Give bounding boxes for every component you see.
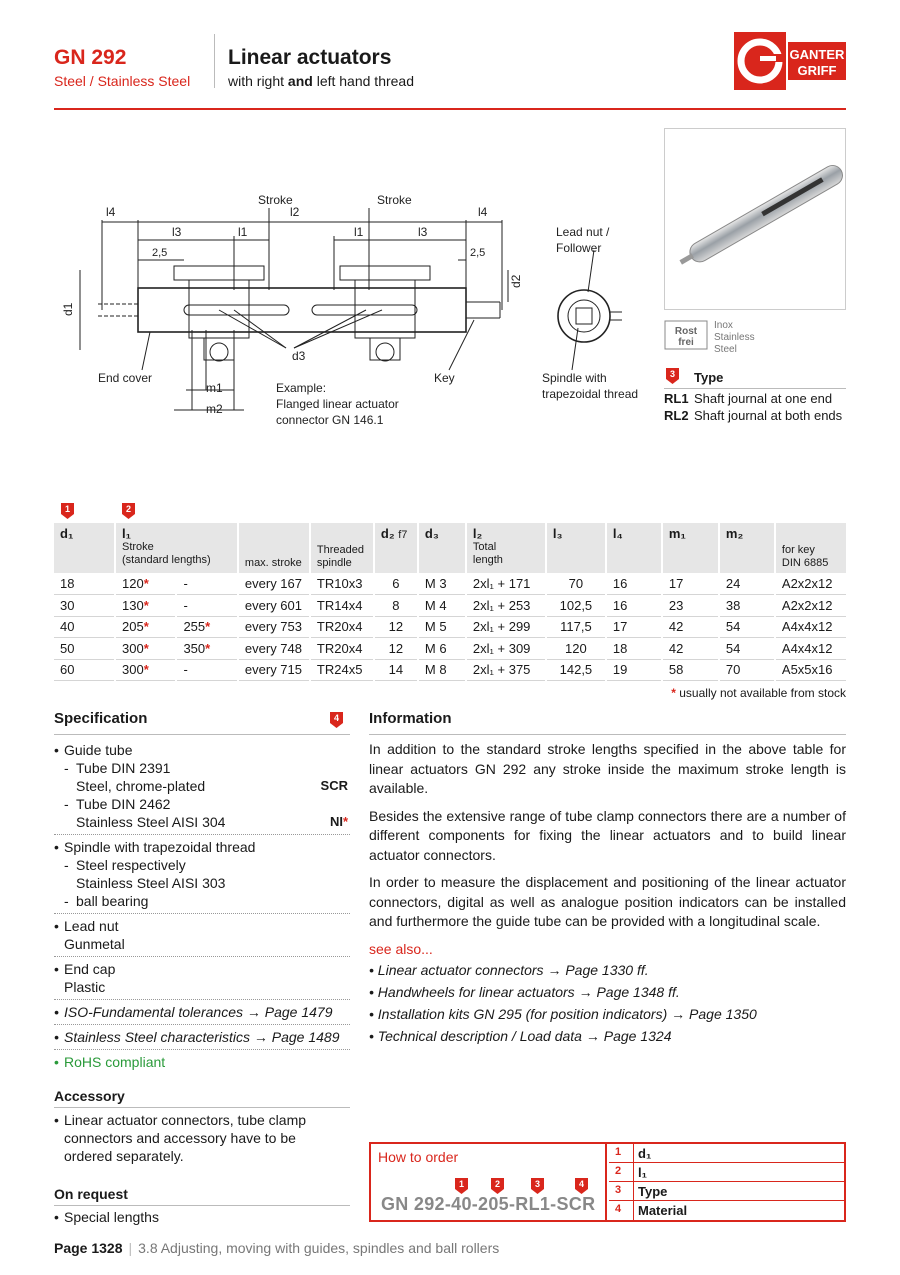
- spec-spindle: • Spindle with trapezoidal thread: [54, 838, 350, 856]
- cell-key: A5x5x16: [775, 659, 846, 681]
- svg-text:2,5: 2,5: [152, 247, 168, 259]
- header-rule: [54, 108, 846, 110]
- th-l4: l₄: [606, 523, 662, 573]
- cell-l1b: -: [176, 659, 237, 681]
- cell-d3: M 8: [418, 659, 466, 681]
- cell-key: A2x2x12: [775, 573, 846, 595]
- cell-l2: 2xl₁ + 299: [466, 616, 546, 638]
- type-rule: [664, 388, 846, 389]
- accessory-title: Accessory: [54, 1088, 125, 1104]
- cell-d2: 12: [374, 616, 418, 638]
- product-material: Steel / Stainless Steel: [54, 73, 191, 89]
- cell-l4: 17: [606, 616, 662, 638]
- svg-text:l3: l3: [172, 225, 182, 239]
- type-badge: 3: [666, 368, 679, 389]
- svg-text:Stroke: Stroke: [258, 193, 293, 207]
- cell-m1: 42: [662, 616, 719, 638]
- how-to-order-box: How to order 1 2 3 4 GN 292-40-205-RL1-SCR 1 d₁ 2 l₁ 3 Type 4 Material: [369, 1142, 846, 1222]
- th-l1: l₁ Stroke (standard lengths): [115, 523, 238, 573]
- specification-badge: 4: [330, 712, 343, 728]
- svg-text:Flanged linear actuator: Flanged linear actuator: [276, 397, 399, 411]
- cell-d3: M 3: [418, 573, 466, 595]
- type-row-rl2: RL2 Shaft journal at both ends: [664, 408, 843, 423]
- cell-l3: 102,5: [546, 595, 606, 617]
- cell-spindle: TR14x4: [310, 595, 374, 617]
- cell-l4: 19: [606, 659, 662, 681]
- on-request-rule: [54, 1205, 350, 1206]
- table-row: [54, 573, 846, 595]
- dimensions-table: [54, 523, 846, 681]
- cell-d1: 60: [54, 659, 115, 681]
- cell-m1: 42: [662, 638, 719, 660]
- type-heading: Type: [694, 370, 724, 385]
- accessory-text: • Linear actuator connectors, tube clamp connectors and accessory have to be ordered separately.: [54, 1111, 334, 1165]
- table-header-row: [54, 523, 846, 573]
- order-row-4: 4 Material: [615, 1203, 688, 1218]
- spec-rohs: • RoHS compliant: [54, 1053, 350, 1071]
- cell-m1: 58: [662, 659, 719, 681]
- page-footer: Page 1328 | 3.8 Adjusting, moving with guides, spindles and ball rollers: [54, 1240, 500, 1256]
- cell-l1a: 130*: [115, 595, 176, 617]
- see-also-link-4[interactable]: • Technical description / Load data → Page 1324: [369, 1028, 672, 1044]
- cell-spindle: TR20x4: [310, 638, 374, 660]
- spec-lead-nut: • Lead nut: [54, 917, 350, 935]
- cell-l2: 2xl₁ + 253: [466, 595, 546, 617]
- header-divider: [214, 34, 215, 88]
- information-body: In addition to the standard stroke lengths specified in the above table for linear actuators GN 292 any stroke inside the maximum stroke length is available. Besides the extensive range of tube clamp connectors there are a number of different components for fixing the linear actuators and to build linear actuator connectors. In order to measure the displacement and positioning of the linear actuator connectors, digital as well as analogue position indicators can be installed and furthermore the guide tube can be provided with a longitudinal scale. see also... • Linear actuator connectors → Page 1330 ff. • Handwheels for linear actuators → Page 1348 ff. • Installation kits GN 295 (for position indicators) → Page 1350 • Technical description / Load data → Page 1324: [369, 740, 846, 1047]
- th-threaded-spindle: Threaded spindle: [310, 523, 374, 573]
- cell-spindle: TR20x4: [310, 616, 374, 638]
- cell-spindle: TR10x3: [310, 573, 374, 595]
- svg-text:l1: l1: [354, 225, 364, 239]
- cell-l1b: 255*: [176, 616, 237, 638]
- product-photo: [664, 128, 846, 310]
- cell-l2: 2xl₁ + 309: [466, 638, 546, 660]
- cell-l4: 16: [606, 595, 662, 617]
- cell-m2: 24: [719, 573, 775, 595]
- cell-d1: 50: [54, 638, 115, 660]
- svg-text:d3: d3: [292, 349, 306, 363]
- information-title: Information: [369, 710, 452, 727]
- th-d3: d₃: [418, 523, 466, 573]
- spec-end-cap: • End cap: [54, 960, 350, 978]
- th-m1: m₁: [662, 523, 719, 573]
- th-l2: l₂ Total length: [466, 523, 546, 573]
- spec-guide-tube: • Guide tube: [54, 741, 350, 759]
- order-row-3: 3 Type: [609, 1182, 844, 1201]
- on-request-text: • Special lengths: [54, 1208, 334, 1226]
- see-also-title: see also...: [369, 940, 433, 957]
- svg-text:trapezoidal thread: trapezoidal thread: [542, 387, 639, 401]
- svg-text:GANTER: GANTER: [789, 47, 845, 62]
- cell-m2: 70: [719, 659, 775, 681]
- svg-text:l3: l3: [418, 225, 428, 239]
- svg-text:Stroke: Stroke: [377, 193, 412, 207]
- cell-max: every 748: [238, 638, 310, 660]
- cell-l4: 16: [606, 573, 662, 595]
- rostfrei-icon: [664, 318, 708, 350]
- cell-l1a: 300*: [115, 638, 176, 660]
- svg-text:Key: Key: [434, 371, 455, 385]
- product-code: GN 292: [54, 46, 127, 69]
- cell-l1a: 300*: [115, 659, 176, 681]
- cell-m2: 54: [719, 616, 775, 638]
- order-row-1: 1 d₁: [609, 1144, 844, 1163]
- cell-m2: 38: [719, 595, 775, 617]
- cell-d1: 40: [54, 616, 115, 638]
- specification-title: Specification: [54, 710, 148, 727]
- table-badges: 1 2: [54, 503, 846, 523]
- cell-d1: 30: [54, 595, 115, 617]
- cell-l3: 70: [546, 573, 606, 595]
- table-row: [54, 659, 846, 681]
- svg-text:End cover: End cover: [98, 371, 153, 385]
- accessory-rule: [54, 1107, 350, 1108]
- cell-l3: 117,5: [546, 616, 606, 638]
- th-m2: m₂: [719, 523, 775, 573]
- table-row: [54, 595, 846, 617]
- cell-l1b: 350*: [176, 638, 237, 660]
- specification-rule: [54, 734, 350, 735]
- see-also-link-3[interactable]: • Installation kits GN 295 (for position indicators) → Page 1350: [369, 1006, 757, 1022]
- table-row: [54, 616, 846, 638]
- how-to-order-title: How to order: [378, 1149, 459, 1165]
- cell-l2: 2xl₁ + 375: [466, 659, 546, 681]
- cell-key: A2x2x12: [775, 595, 846, 617]
- cell-max: every 601: [238, 595, 310, 617]
- svg-text:Rost: Rost: [674, 326, 698, 337]
- page-subtitle: with right and left hand thread: [228, 73, 414, 89]
- technical-drawing: [54, 180, 654, 440]
- cell-l1a: 205*: [115, 616, 176, 638]
- cell-d1: 18: [54, 573, 115, 595]
- cell-l1b: -: [176, 595, 237, 617]
- svg-text:m2: m2: [206, 402, 223, 416]
- ganter-logo: [734, 32, 846, 90]
- svg-text:Example:: Example:: [276, 381, 327, 395]
- order-row-2: 2 l₁: [609, 1163, 844, 1182]
- page-title: Linear actuators: [228, 46, 392, 69]
- svg-text:d2: d2: [509, 274, 523, 288]
- cell-m1: 17: [662, 573, 719, 595]
- svg-text:l1: l1: [238, 225, 248, 239]
- cell-d2: 8: [374, 595, 418, 617]
- specification-list: • Guide tube - Tube DIN 2391 Steel, chrome-plated SCR - Tube DIN 2462 Stainless Steel AISI 304 NI* • Spindle with trapezoidal thread - Steel respectively Stainless Steel AISI 303 - ball bearing • Lead nut Gunmetal • End cap Plastic • ISO-Fundamental tolerances → Page 1479 • Stainless Steel characteristics → Page 1489 • RoHS compliant: [54, 741, 350, 1071]
- svg-text:frei: frei: [678, 337, 694, 348]
- th-d1: d₁: [54, 523, 115, 573]
- cell-d3: M 5: [418, 616, 466, 638]
- cell-l1b: -: [176, 573, 237, 595]
- svg-text:connector GN 146.1: connector GN 146.1: [276, 413, 384, 427]
- inox-label: Inox Stainless Steel: [714, 320, 755, 355]
- stock-note: * usually not available from stock: [671, 686, 846, 700]
- cell-d2: 14: [374, 659, 418, 681]
- svg-text:m1: m1: [206, 381, 223, 395]
- svg-text:GRIFF: GRIFF: [797, 63, 837, 78]
- spec-ss-link[interactable]: • Stainless Steel characteristics → Page 1489: [54, 1028, 350, 1046]
- svg-text:l4: l4: [106, 205, 116, 219]
- on-request-title: On request: [54, 1186, 128, 1202]
- cell-d3: M 6: [418, 638, 466, 660]
- order-code: GN 292-40-205-RL1-SCR: [381, 1194, 596, 1214]
- cell-l4: 18: [606, 638, 662, 660]
- see-also-link-1[interactable]: • Linear actuator connectors → Page 1330 ff.: [369, 962, 649, 978]
- cell-key: A4x4x12: [775, 638, 846, 660]
- table-row: [54, 638, 846, 660]
- cell-spindle: TR24x5: [310, 659, 374, 681]
- th-key: for key DIN 6885: [775, 523, 846, 573]
- cell-m2: 54: [719, 638, 775, 660]
- cell-d2: 12: [374, 638, 418, 660]
- cell-l3: 142,5: [546, 659, 606, 681]
- cell-max: every 715: [238, 659, 310, 681]
- svg-text:l2: l2: [290, 205, 300, 219]
- see-also-link-2[interactable]: • Handwheels for linear actuators → Page 1348 ff.: [369, 984, 680, 1000]
- cell-m1: 23: [662, 595, 719, 617]
- svg-text:Spindle with: Spindle with: [542, 371, 607, 385]
- spec-iso-link[interactable]: • ISO-Fundamental tolerances → Page 1479: [54, 1003, 350, 1021]
- cell-max: every 167: [238, 573, 310, 595]
- svg-text:l4: l4: [478, 205, 488, 219]
- th-d2: d₂ f7: [374, 523, 418, 573]
- information-rule: [369, 734, 846, 735]
- th-max-stroke: max. stroke: [238, 523, 310, 573]
- svg-text:2,5: 2,5: [470, 247, 486, 259]
- svg-text:Lead nut /: Lead nut /: [556, 225, 610, 239]
- cell-l1a: 120*: [115, 573, 176, 595]
- svg-text:Follower: Follower: [556, 241, 602, 255]
- cell-max: every 753: [238, 616, 310, 638]
- cell-d2: 6: [374, 573, 418, 595]
- svg-text:d1: d1: [61, 302, 75, 316]
- cell-key: A4x4x12: [775, 616, 846, 638]
- cell-l3: 120: [546, 638, 606, 660]
- th-l3: l₃: [546, 523, 606, 573]
- type-row-rl1: RL1 Shaft journal at one end: [664, 391, 833, 406]
- cell-d3: M 4: [418, 595, 466, 617]
- cell-l2: 2xl₁ + 171: [466, 573, 546, 595]
